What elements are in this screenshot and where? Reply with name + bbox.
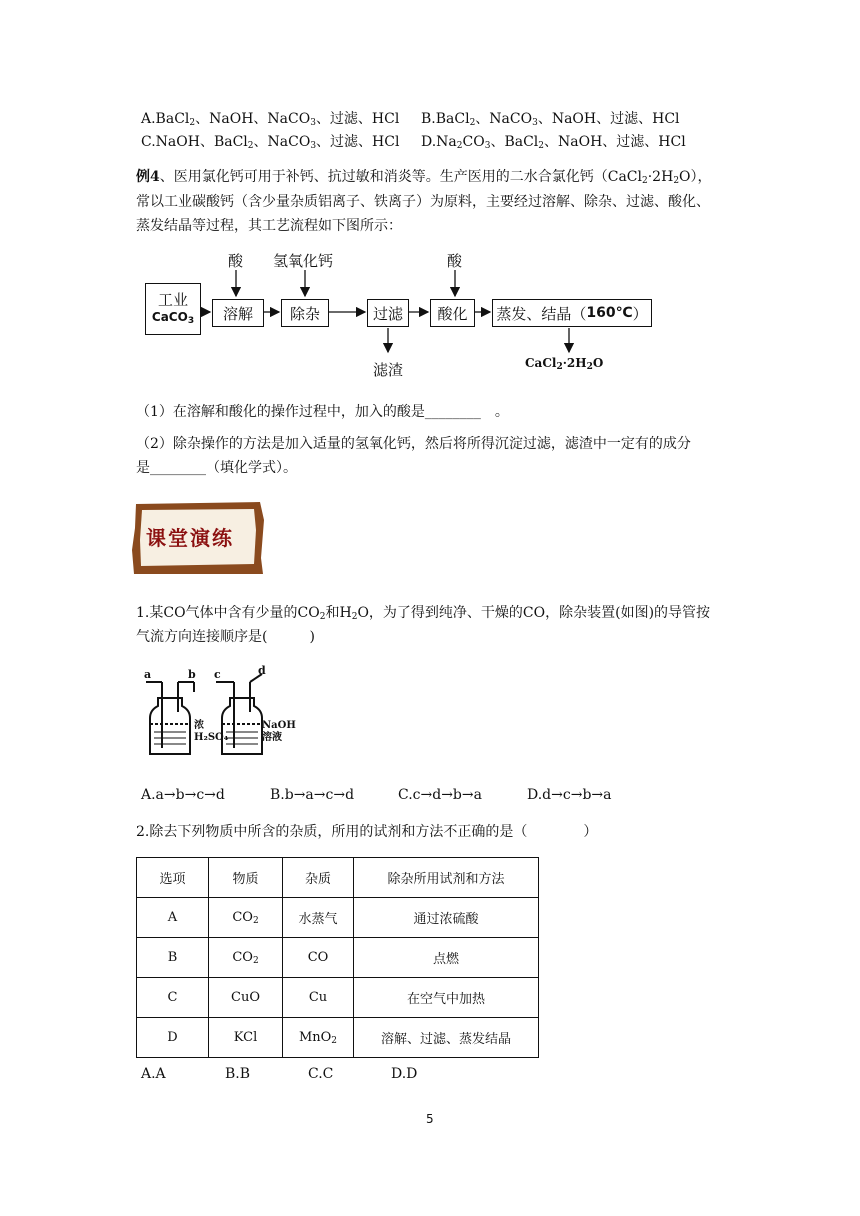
q2-option-c: C.C: [308, 1066, 334, 1082]
flow-box-start: 工业 CaCO$_3$: [145, 283, 201, 335]
table-cell: CuO: [209, 978, 283, 1018]
table-cell: 点燃: [354, 938, 539, 978]
washing-bottles-icon: [138, 670, 298, 760]
tube-label-c: c: [214, 668, 221, 681]
table-cell: KCl: [209, 1018, 283, 1058]
table-cell: 通过浓硫酸: [354, 898, 539, 938]
table-cell: MnO$_2$: [283, 1018, 354, 1058]
section-badge: [130, 500, 266, 576]
q2-option-b: B.B: [225, 1066, 251, 1082]
table-cell: CO: [283, 938, 354, 978]
example4-line3: 蒸发结晶等过程，其工艺流程如下图所示：: [136, 218, 402, 234]
table-row: [137, 978, 539, 1018]
table-header: 物质: [209, 858, 283, 898]
table-cell: D: [137, 1018, 209, 1058]
table-header: 除杂所用试剂和方法: [354, 858, 539, 898]
acid-label: 浓 H₂SO₄: [194, 720, 229, 743]
example4-question-1: （1）在溶解和酸化的操作过程中，加入的酸是________ 。: [136, 404, 509, 420]
table-cell: C: [137, 978, 209, 1018]
example4-question-2-line1: （2）除杂操作的方法是加入适量的氢氧化钙，然后将所得沉淀过滤，滤渣中一定有的成分: [136, 436, 691, 452]
impurity-table: [136, 857, 539, 1058]
example4-question-2-line2: 是________（填化学式）。: [136, 460, 297, 476]
flow-label-calcium-hydroxide: 氢氧化钙: [273, 252, 334, 270]
q2-stem: 2.除去下列物质中所含的杂质，所用的试剂和方法不正确的是（ ）: [136, 824, 598, 840]
option-b-prev: B.BaCl$_2$、NaCO$_3$、NaOH、过滤、HCl: [421, 111, 680, 128]
option-c-prev: C.NaOH、BaCl$_2$、NaCO$_3$、过滤、HCl: [141, 134, 400, 151]
flow-box-dissolve: 溶解: [212, 299, 264, 327]
table-cell: 在空气中加热: [354, 978, 539, 1018]
example4-line2: 常以工业碳酸钙（含少量杂质铝离子、铁离子）为原料，主要经过溶解、除杂、过滤、酸化、: [136, 194, 710, 210]
flow-box-filter: 过滤: [367, 299, 409, 327]
q1-option-d: D.d→c→b→a: [527, 787, 612, 803]
example4-line1: 例4、医用氯化钙可用于补钙、抗过敏和消炎等。生产医用的二水合氯化钙$(CaCl_2\cdot 2H_2O)$，: [136, 169, 712, 186]
flow-box-purify: 除杂: [281, 299, 329, 327]
tube-label-a: a: [144, 668, 152, 681]
naoh-label: NaOH 溶液: [262, 720, 296, 743]
table-header: 杂质: [283, 858, 354, 898]
option-d-prev: $D.Na_2CO_3$、BaCl$_2$、NaOH、过滤、HCl: [421, 134, 686, 151]
table-header-row: [137, 858, 539, 898]
table-header: 选项: [137, 858, 209, 898]
gas-washing-bottles-figure: [138, 664, 298, 760]
q1-stem-line1: 1.某CO气体中含有少量的$CO_2$和$H_2O$，为了得到纯净、干燥的CO，除杂装置(如图)的导管按: [136, 605, 711, 622]
section-badge-text: 课堂演练: [146, 526, 234, 550]
option-a-prev: A.BaCl$_2$、NaOH、NaCO$_3$、过滤、HCl: [141, 111, 400, 128]
table-row: [137, 1018, 539, 1058]
table-row: [137, 898, 539, 938]
table-cell: 水蒸气: [283, 898, 354, 938]
flow-box-acidify: 酸化: [430, 299, 475, 327]
q2-option-d: D.D: [391, 1066, 418, 1082]
table-row: [137, 938, 539, 978]
tube-label-d: d: [258, 664, 266, 677]
tube-label-b: b: [188, 668, 196, 681]
flow-box-evaporate: 蒸发、结晶（ 160℃ ）: [492, 299, 652, 327]
q1-stem-line2: 气流方向连接顺序是( ): [136, 629, 315, 645]
flow-arrows: [0, 0, 860, 400]
q1-option-c: C.c→d→b→a: [398, 787, 482, 803]
flow-label-acid-2: 酸: [447, 252, 463, 270]
page-number: 5: [426, 1112, 434, 1126]
flow-label-residue: 滤渣: [373, 361, 404, 379]
q1-option-a: A.a→b→c→d: [141, 787, 225, 803]
table-cell: 溶解、过滤、蒸发结晶: [354, 1018, 539, 1058]
table-cell: $CO_2$: [209, 938, 283, 978]
table-cell: A: [137, 898, 209, 938]
flow-label-acid-1: 酸: [228, 252, 244, 270]
table-cell: $CO_2$: [209, 898, 283, 938]
q2-option-a: A.A: [141, 1066, 166, 1082]
table-cell: Cu: [283, 978, 354, 1018]
table-cell: B: [137, 938, 209, 978]
q1-option-b: B.b→a→c→d: [270, 787, 355, 803]
flow-label-product: $CaCl_2\cdot 2H_2O$: [525, 356, 604, 372]
